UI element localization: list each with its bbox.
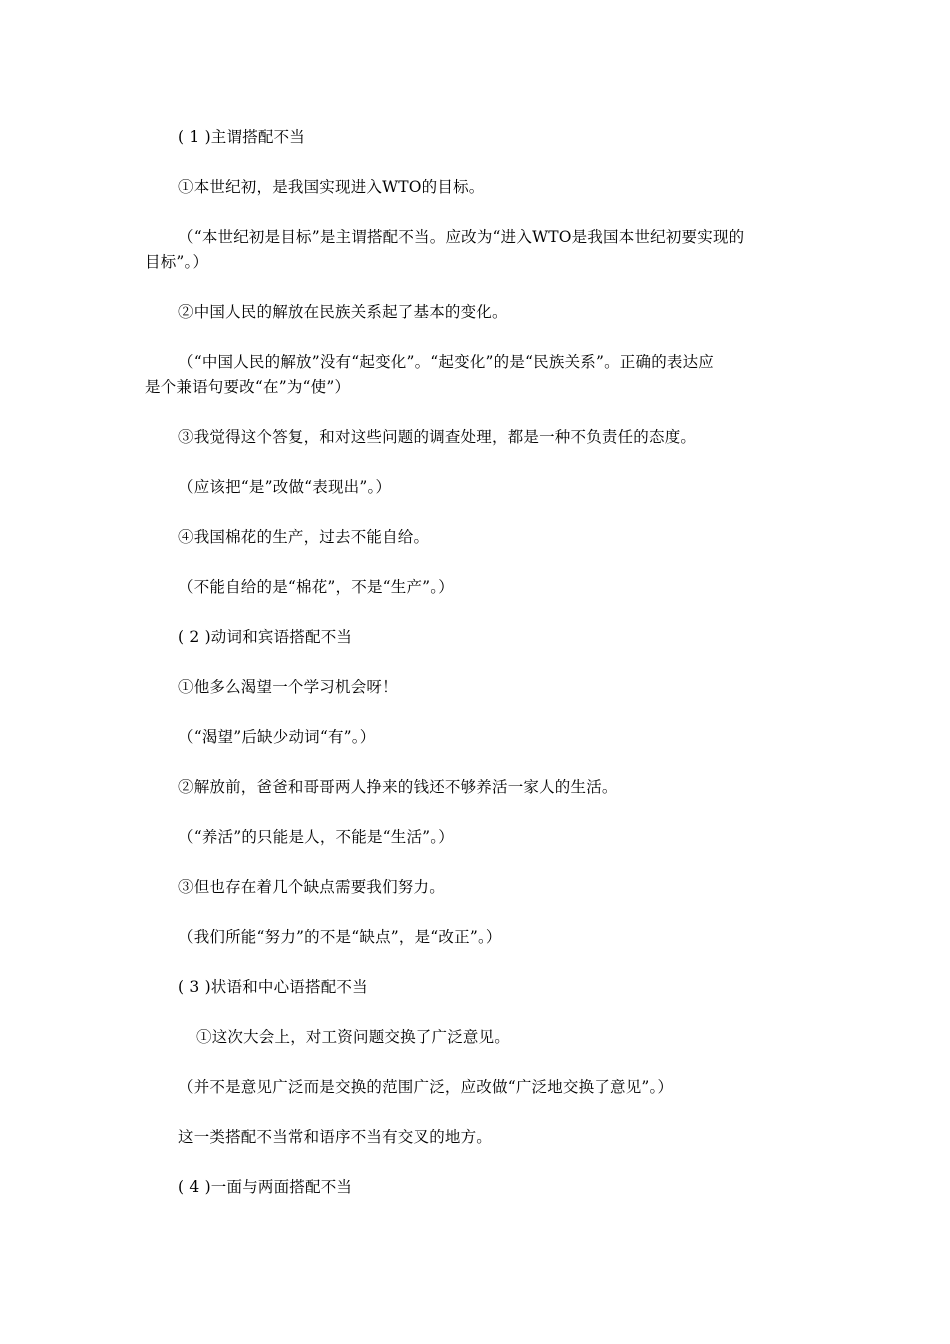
example-sentence: ①本世纪初，是我国实现进入WTO的目标。 <box>178 178 485 196</box>
explanation-text: （“中国人民的解放”没有“起变化”。“起变化”的是“民族关系”。正确的表达应 <box>178 353 714 371</box>
explanation-text: （我们所能“努力”的不是“缺点”，是“改正”。） <box>178 928 502 946</box>
example-sentence: ③但也存在着几个缺点需要我们努力。 <box>178 878 445 896</box>
explanation-text: （应该把“是”改做“表现出”。） <box>178 478 392 496</box>
example-sentence: ②中国人民的解放在民族关系起了基本的变化。 <box>178 303 508 321</box>
explanation-text: （“养活”的只能是人，不能是“生活”。） <box>178 828 454 846</box>
explanation-text: （并不是意见广泛而是交换的范围广泛，应改做“广泛地交换了意见”。） <box>178 1078 674 1096</box>
section-heading-1: ( 1 )主谓搭配不当 <box>178 128 306 146</box>
section-heading-4: ( 4 )一面与两面搭配不当 <box>178 1178 353 1196</box>
example-sentence: ②解放前，爸爸和哥哥两人挣来的钱还不够养活一家人的生活。 <box>178 778 618 796</box>
example-sentence: ①这次大会上，对工资问题交换了广泛意见。 <box>196 1028 511 1046</box>
section-heading-3: ( 3 )状语和中心语搭配不当 <box>178 978 368 996</box>
explanation-text-continued: 目标”。） <box>145 253 209 271</box>
example-sentence: ④我国棉花的生产，过去不能自给。 <box>178 528 430 546</box>
explanation-text: （不能自给的是“棉花”，不是“生产”。） <box>178 578 454 596</box>
explanation-text-continued: 是个兼语句要改“在”为“使”） <box>145 378 351 396</box>
example-sentence: ①他多么渴望一个学习机会呀！ <box>178 678 398 696</box>
note-text: 这一类搭配不当常和语序不当有交叉的地方。 <box>178 1128 493 1146</box>
explanation-text: （“渴望”后缺少动词“有”。） <box>178 728 376 746</box>
explanation-text: （“本世纪初是目标”是主谓搭配不当。应改为“进入WTO是我国本世纪初要实现的 <box>178 228 745 246</box>
section-heading-2: ( 2 )动词和宾语搭配不当 <box>178 628 353 646</box>
example-sentence: ③我觉得这个答复，和对这些问题的调查处理，都是一种不负责任的态度。 <box>178 428 697 446</box>
